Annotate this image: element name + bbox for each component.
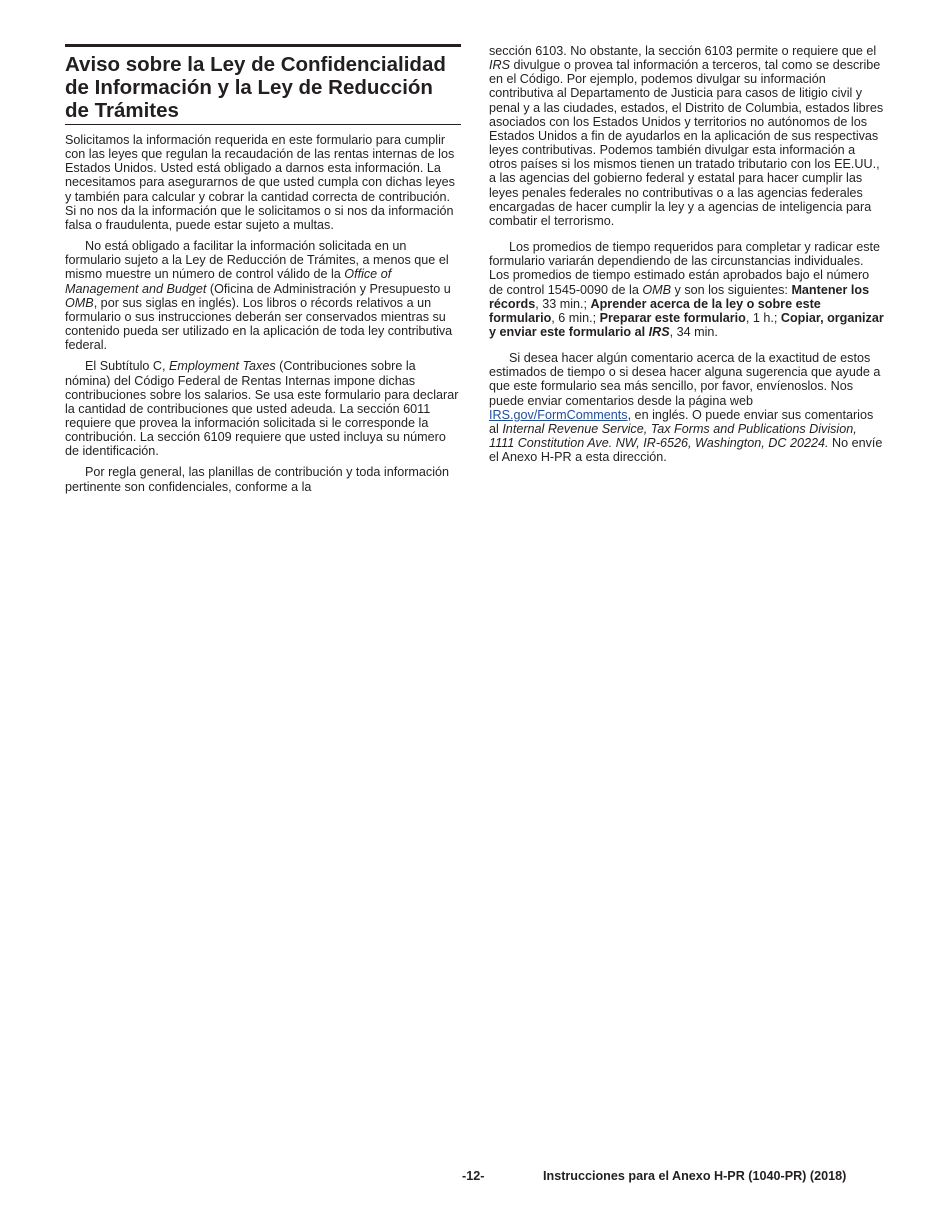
paragraph-section-6103: sección 6103. No obstante, la sección 6103 permite o requiere que el IRS divulgue o provea tal información a terceros, tal como se describe en el Código. Por ejemplo, podemos divulgar su información contributiva al Departamento de Justicia para casos de litigio civil y penal y a las ciudades, estados, el Distrito de Columbia, estados libres asociados con los Estados Unidos y territorios no autónomos de los Estados Unidos a fin de ayudarlos en la aplicación de sus respectivas leyes contributivas. Podemos también divulgar esta información a otros países si los mismos tienen un tratado tributario con los EE.UU., a las agencias del gobierno federal y estatal para hacer cumplir las leyes penales federales no contributivas o a las agencias federales encargadas de hacer cumplir la ley y a agencias de inteligencia para combatir el terrorismo.: [489, 44, 884, 228]
paragraph-time-estimates: Los promedios de tiempo requeridos para completar y radicar este formulario variarán dependiendo de las circunstancias individuales. Los promedios de tiempo estimado están aprobados bajo el número de control 1545-0090 de la OMB y son los siguientes: Mantener los récords, 33 min.; Aprender acerca de la ley o sobre este formulario, 6 min.; Preparar este formulario, 1 h.; Copiar, organizar y enviar este formulario al IRS, 34 min.: [489, 240, 884, 339]
paragraph-confidentiality: Por regla general, las planillas de contribución y toda información pertinente son confidenciales, conforme a la: [65, 465, 450, 494]
left-column: [65, 44, 461, 501]
paragraph-comments: Si desea hacer algún comentario acerca de la exactitud de estos estimados de tiempo o si desea hacer alguna sugerencia que ayude a que este formulario sea más sencillo, por favor, envíenoslos. Nos puede enviar comentarios desde la página web IRS.gov/FormComments, en inglés. O puede enviar sus comentarios al Internal Revenue Service, Tax Forms and Publications Division, 1111 Constitution Ave. NW, IR-6526, Washington, DC 20224. No envíe el Anexo H-PR a esta dirección.: [489, 351, 883, 465]
paragraph-paperwork-reduction: No está obligado a facilitar la información solicitada en un formulario sujeto a la Ley de Reducción de Trámites, a menos que el mismo muestre un número de control válido de la Office of Management and Budget (Oficina de Administración y Presupuesto u OMB, por sus siglas en inglés). Los libros o récords relativos a un formulario o sus instrucciones deberán ser conservados mientras su contenido pueda ser utilizado en la aplicación de toda ley contributiva federal.: [65, 239, 453, 353]
section-heading: Aviso sobre la Ley de Confidencialidad de Información y la Ley de Reducción de Trámites: [65, 53, 446, 122]
paragraph-subtitle-c: El Subtítulo C, Employment Taxes (Contribuciones sobre la nómina) del Código Federal de Rentas Internas impone dichas contribuciones sobre los salarios. Se usa este formulario para declarar la cantidad de contribuciones que usted adeuda. La sección 6011 requiere que provea la información solicitada si le corresponde la contribución. La sección 6109 requiere que usted incluya su número de identificación.: [65, 359, 459, 459]
form-comments-link[interactable]: IRS.gov/FormComments: [489, 407, 628, 422]
footer-title: Instrucciones para el Anexo H-PR (1040-PR) (2018): [543, 1169, 847, 1183]
page-number: -12-: [462, 1169, 485, 1183]
right-column: [489, 44, 885, 471]
paragraph-information-request: Solicitamos la información requerida en este formulario para cumplir con las leyes que regulan la recaudación de las rentas internas de los Estados Unidos. Usted está obligado a darnos esta información. La necesitamos para asegurarnos de que usted cumpla con dichas leyes y también para calcular y cobrar la cantidad correcta de contribución. Si no nos da la información que le solicitamos o si nos da información falsa o fraudulenta, puede estar sujeto a multas.: [65, 133, 455, 232]
section-heading-block: [65, 44, 461, 125]
